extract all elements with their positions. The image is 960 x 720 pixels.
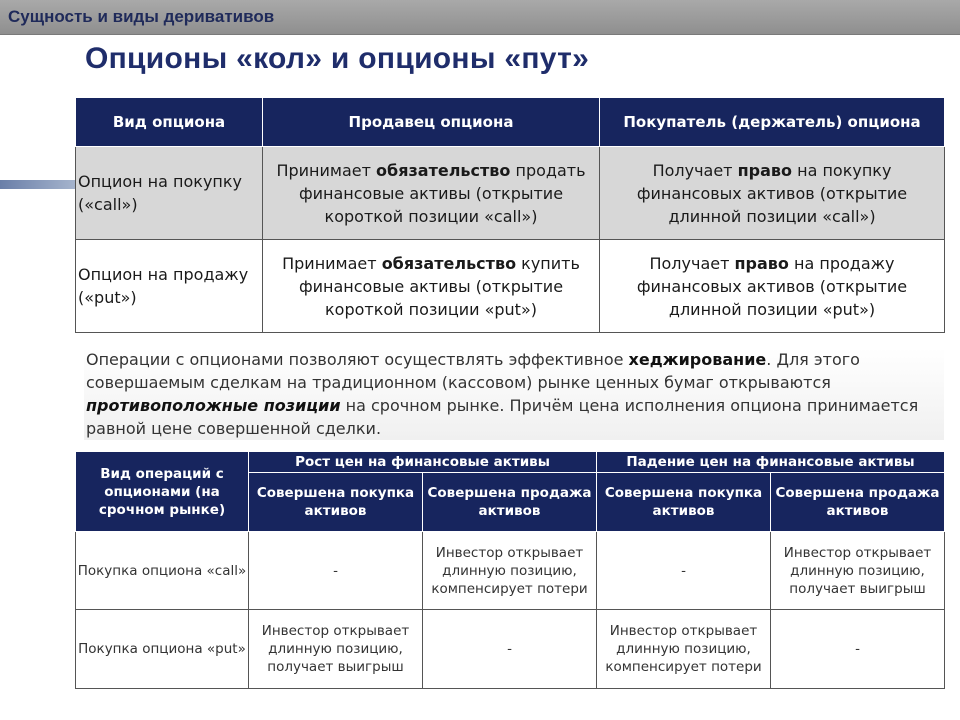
header-price-fall: Падение цен на финансовые активы (597, 452, 945, 473)
row-label: Покупка опциона «call» (76, 532, 249, 610)
subheader-purchase: Совершена покупка активов (597, 473, 771, 532)
table-cell: - (249, 532, 423, 610)
table-row (76, 610, 945, 689)
seller-cell: Принимает обязательство купить финансовые активы (открытие короткой позиции «put») (263, 240, 600, 333)
table-header-row (76, 98, 945, 147)
header-option-type: Вид опциона (76, 98, 263, 147)
row-label: Покупка опциона «put» (76, 610, 249, 689)
option-type-cell: Опцион на покупку («call») (76, 147, 263, 240)
table-cell: - (597, 532, 771, 610)
hedging-paragraph: Операции с опционами позволяют осуществлять эффективное хеджирование. Для этого совершаемым сделкам на традиционном (кассовом) рынке ценных бумаг открываются противоположные позиции на срочном рынке. Причём цена исполнения опциона принимается равной цене совершенной сделки. (84, 348, 944, 440)
subheader-sale: Совершена продажа активов (771, 473, 945, 532)
table-row (76, 147, 945, 240)
header-buyer: Покупатель (держатель) опциона (600, 98, 945, 147)
section-title: Сущность и виды деривативов (8, 7, 275, 26)
header-price-rise: Рост цен на финансовые активы (249, 452, 597, 473)
header-bar (0, 0, 960, 35)
table-cell: - (771, 610, 945, 689)
buyer-cell: Получает право на покупку финансовых активов (открытие длинной позиции «call») (600, 147, 945, 240)
header-seller: Продавец опциона (263, 98, 600, 147)
hedging-operations-table (75, 451, 945, 689)
subheader-purchase: Совершена покупка активов (249, 473, 423, 532)
option-types-table (75, 97, 945, 333)
table-cell: Инвестор открывает длинную позицию, компенсирует потери (423, 532, 597, 610)
table-cell: Инвестор открывает длинную позицию, получает выигрыш (249, 610, 423, 689)
buyer-cell: Получает право на продажу финансовых активов (открытие длинной позиции «put») (600, 240, 945, 333)
subheader-sale: Совершена продажа активов (423, 473, 597, 532)
decorative-side-bar (0, 180, 80, 189)
option-type-cell: Опцион на продажу («put») (76, 240, 263, 333)
header-operation-type: Вид операций с опционами (на срочном рынке) (76, 452, 249, 532)
slide-title: Опционы «кол» и опционы «пут» (85, 42, 590, 75)
table-row (76, 240, 945, 333)
table-row (76, 532, 945, 610)
table-cell: Инвестор открывает длинную позицию, получает выигрыш (771, 532, 945, 610)
seller-cell: Принимает обязательство продать финансовые активы (открытие короткой позиции «call») (263, 147, 600, 240)
table-header-row (76, 452, 945, 473)
table-cell: Инвестор открывает длинную позицию, компенсирует потери (597, 610, 771, 689)
table-cell: - (423, 610, 597, 689)
